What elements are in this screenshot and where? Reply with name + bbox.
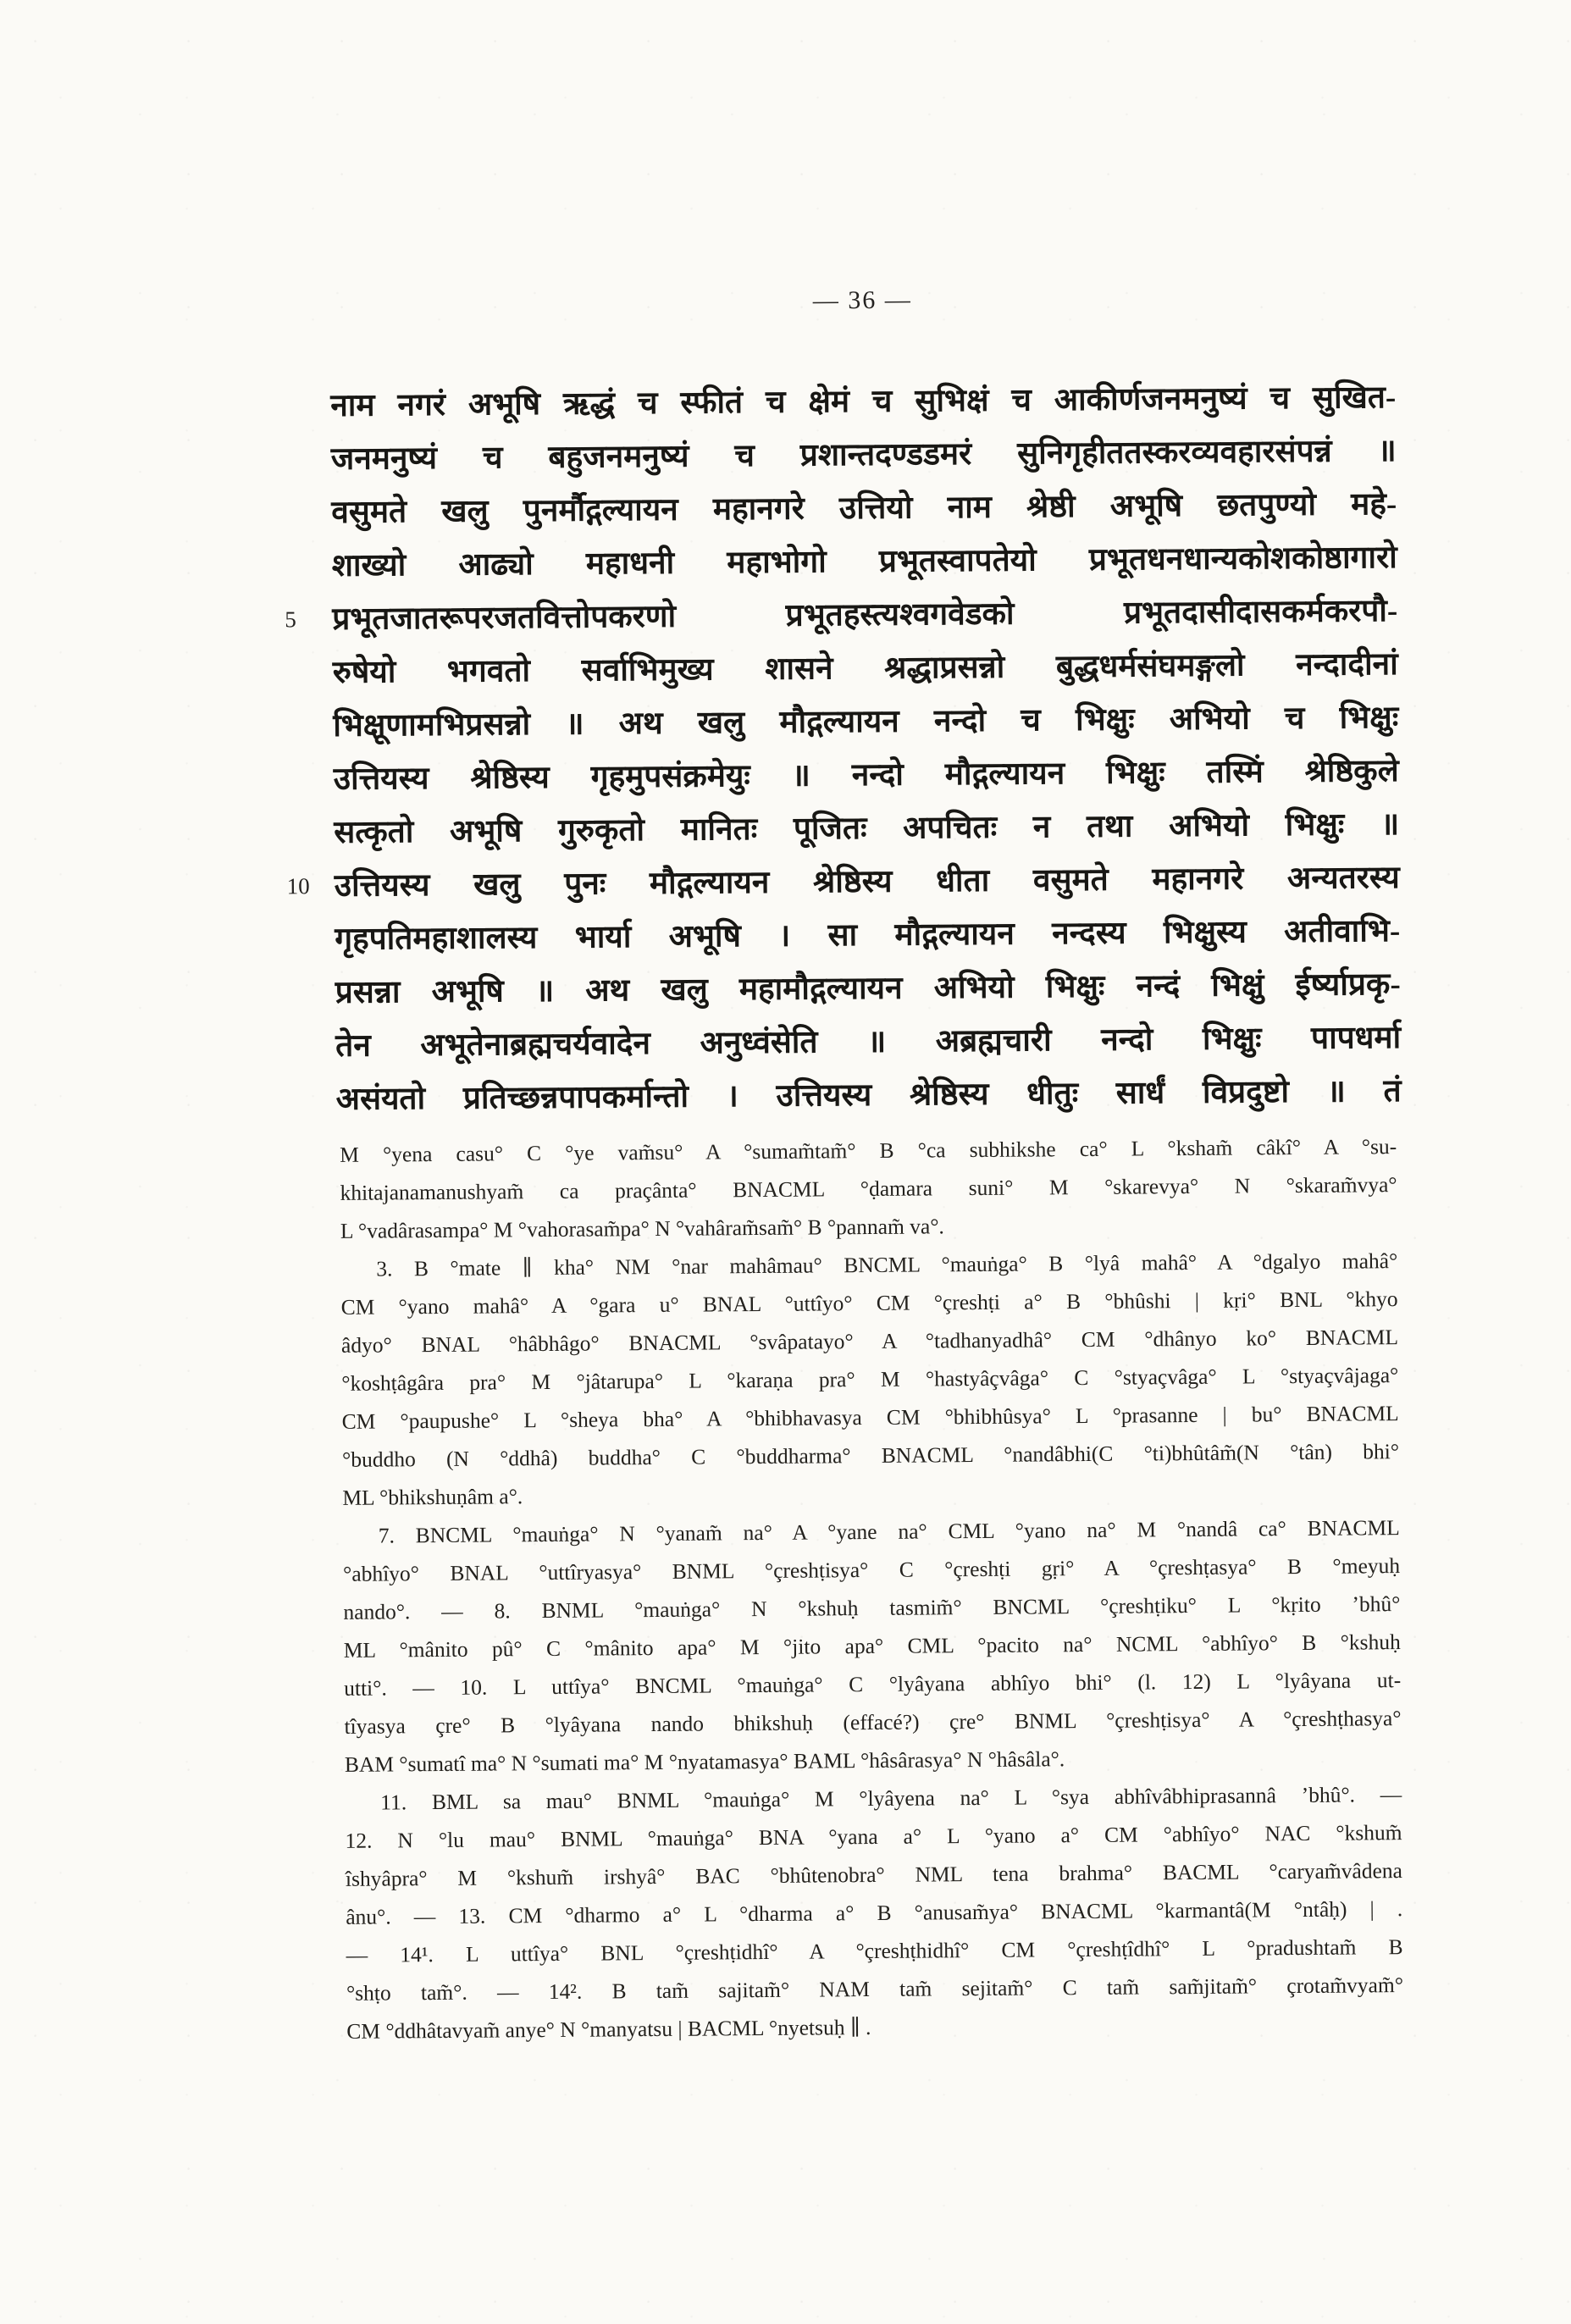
sanskrit-line-text: उत्तियस्य श्रेष्ठिस्य गृहमुपसंक्रमेयुः ॥ नन्दो मौद्गल्यायन भिक्षुः तस्मिं श्रेष्ठिकुले (333, 754, 1399, 797)
apparatus-line: CM °ddhâtavyam̃ anye° N °manyatsu | BACML °nyetsuḥ ∥ . (346, 2014, 871, 2044)
sanskrit-text-line (286, 851, 1400, 913)
sanskrit-text-line (333, 638, 1398, 700)
sanskrit-line-text: असंयतो प्रतिच्छन्नपापकर्मान्तो । उत्तियस्य श्रेष्ठिस्य धीतुः सार्धं विप्रदुष्टो ॥ तं (335, 1074, 1402, 1117)
sanskrit-line-text: प्रसन्ना अभूषि ॥ अथ खलु महामौद्गल्यायन अभियो भिक्षुः नन्दं भिक्षुं ईर्ष्याप्रकृ- (335, 967, 1401, 1010)
sanskrit-text-line (335, 905, 1400, 966)
sanskrit-line-text: उत्तियस्य खलु पुनः मौद्गल्यायन श्रेष्ठिस्य धीता वसुमते महानगरे अन्यतरस्य (334, 860, 1400, 904)
sanskrit-line-text: जनमनुष्यं च बहुजनमनुष्यं च प्रशान्तदण्डडमरं सुनिगृहीततस्करव्यवहारसंपन्नं ॥ (330, 434, 1397, 477)
sanskrit-text-line (333, 744, 1398, 806)
sanskrit-line-text: शाख्यो आढ्यो महाधनी महाभोगो प्रभूतस्वापतेयो प्रभूतधनधान्यकोशकोष्ठागारो (331, 540, 1397, 584)
sanskrit-text-line (330, 371, 1396, 433)
page-number: — 36 — (812, 285, 912, 315)
sanskrit-text-line (331, 424, 1397, 486)
apparatus-line: °koshṭâgâra pra° M °jâtarupa° L °karaṇa pra° M °hastyâçvâga° C °styaçvâga° L °styaçvâjaga° (341, 1363, 1399, 1396)
apparatus-line: °buddho (N °ddhâ) buddha° C °buddharma° BNACML °nandâbhi(C °ti)bhûtâm̃(N °tân) bhi° (341, 1439, 1400, 1472)
apparatus-line: nando°. — 8. BNML °mauṅga° N °kshuḥ tasmim̃° BNCML °çreshṭiku° L °kṛito ’bhû° (343, 1591, 1401, 1624)
sanskrit-text-line (335, 1011, 1401, 1073)
apparatus-line: 11. BML sa mau° BNML °mauṅga° M °lyâyena na° L °sya abhîvâbhiprasannâ ’bhû°. — (380, 1782, 1402, 1815)
sanskrit-text-line (335, 1065, 1401, 1126)
apparatus-line: CM °yano mahâ° A °gara u° BNAL °uttîyo° CM °çreshṭi a° B °bhûshi | kṛi° BNL °khyo (340, 1286, 1398, 1320)
apparatus-line: îshyâpra° M °kshum̃ irshyâ° BAC °bhûtenobra° NML tena brahma° BACML °caryam̃vâdena (345, 1858, 1403, 1891)
sanskrit-line-text: नाम नगरं अभूषि ऋद्धं च स्फीतं च क्षेमं च सुभिक्षं च आकीर्णजनमनुष्यं च सुखित- (330, 380, 1397, 423)
sanskrit-text-line (331, 478, 1397, 540)
sanskrit-line-text: गृहपतिमहाशालस्य भार्या अभूषि । सा मौद्गल्यायन नन्दस्य भिक्षुस्य अतीवाभि- (335, 914, 1401, 957)
sanskrit-line-text: रुषेयो भगवतो सर्वाभिमुख्य शासने श्रद्धाप्रसन्नो बुद्धधर्मसंघमङ्गलो नन्दादीनां (332, 647, 1398, 690)
apparatus-line: CM °paupushe° L °sheya bha° A °bhibhavasya CM °bhibhûsya° L °prasanne | bu° BNACML (341, 1401, 1399, 1434)
sanskrit-line-text: सत्कृतो अभूषि गुरुकृतो मानितः पूजितः अपचितः न तथा अभियो भिक्षुः ॥ (334, 807, 1400, 850)
apparatus-line: tîyasya çre° B °lyâyana nando bhikshuḥ (effacé?) çre° BNML °çreshṭisya° A °çreshṭhasya° (344, 1706, 1402, 1739)
sanskrit-text-block (285, 371, 1402, 1126)
margin-line-number: 5 (285, 606, 296, 633)
apparatus-line: khitajanamanushyam̃ ca praçânta° BNACML °ḍamara suni° M °skarevya° N °skaram̃vya° (340, 1172, 1397, 1205)
sanskrit-text-line (332, 531, 1397, 593)
apparatus-line: 12. N °lu mau° BNML °mauṅga° BNA °yana a° L °yano a° CM °abhîyo° NAC °kshum̃ (345, 1820, 1402, 1853)
sanskrit-line-text: तेन अभूतेनाब्रह्मचर्यवादेन अनुध्वंसेति ॥ अब्रह्मचारी नन्दो भिक्षुः पापधर्मा (335, 1021, 1402, 1064)
critical-apparatus-block (340, 1127, 1403, 2050)
apparatus-line: L °vadârasampa° M °vahorasam̃pa° N °vahâram̃sam̃° B °pannam̃ va°. (340, 1214, 944, 1243)
apparatus-line: M °yena casu° C °ye vam̃su° A °sumam̃tam̃° B °ca subhikshe ca° L °ksham̃ câkî° A °su- (340, 1134, 1397, 1167)
apparatus-line: ML °mânito pû° C °mânito apa° M °jito apa° CML °pacito na° NCML °abhîyo° B °kshuḥ (343, 1630, 1401, 1663)
apparatus-line: ânu°. — 13. CM °dharmo a° L °dharma a° B °anusam̃ya° BNACML °karmantâ(M °ntâḥ) | . (346, 1896, 1403, 1929)
apparatus-line: 7. BNCML °mauṅga° N °yanam̃ na° A °yane na° CML °yano na° M °nandâ ca° BNACML (378, 1515, 1400, 1548)
apparatus-line: utti°. — 10. L uttîya° BNCML °mauṅga° C °lyâyana abhîyo bhi° (l. 12) L °lyâyana ut- (344, 1668, 1402, 1701)
sanskrit-text-line (285, 584, 1398, 646)
margin-line-number: 10 (286, 873, 310, 899)
apparatus-line: âdyo° BNAL °hâbhâgo° BNACML °svâpatayo° A °tadhanyadhâ° CM °dhânyo ko° BNACML (340, 1325, 1399, 1358)
sanskrit-text-line (333, 691, 1398, 753)
apparatus-line: °abhîyo° BNAL °uttîryasya° BNML °çreshṭisya° C °çreshṭi gṛi° A °çreshṭasya° B °meyuḥ (342, 1553, 1401, 1586)
apparatus-line: — 14¹. L uttîya° BNL °çreshṭidhî° A °çreshṭhidhî° CM °çreshṭîdhî° L °pradushtam̃ B (346, 1934, 1403, 1967)
sanskrit-line-text: वसुमते खलु पुनर्मौद्गल्यायन महानगरे उत्तियो नाम श्रेष्ठी अभूषि छतपुण्यो महे- (331, 487, 1397, 530)
apparatus-line: °shṭo tam̃°. — 14². B tam̃ sajitam̃° NAM tam̃ sejitam̃° C tam̃ sam̃jitam̃° çrotam̃vyam̃° (346, 1973, 1404, 2006)
apparatus-line: ML °bhikshuṇâm a°. (342, 1484, 523, 1510)
page-content (285, 0, 1412, 2324)
sanskrit-line-text: भिक्षूणामभिप्रसन्नो ॥ अथ खलु मौद्गल्यायन नन्दो च भिक्षुः अभियो च भिक्षुः (333, 700, 1399, 744)
apparatus-line: 3. B °mate ∥ kha° NM °nar mahâmau° BNCML °mauṅga° B °lyâ mahâ° A °dgalyo mahâ° (376, 1248, 1398, 1281)
sanskrit-text-line (335, 958, 1400, 1020)
apparatus-line: BAM °sumatî ma° N °sumati ma° M °nyatamasya° BAML °hâsârasya° N °hâsâla°. (344, 1746, 1065, 1777)
sanskrit-text-line (334, 798, 1399, 860)
sanskrit-line-text: प्रभूतजातरूपरजतवित्तोपकरणो प्रभूतहस्त्यश्वगवेडको प्रभूतदासीदासकर्मकरपौ- (332, 594, 1398, 637)
